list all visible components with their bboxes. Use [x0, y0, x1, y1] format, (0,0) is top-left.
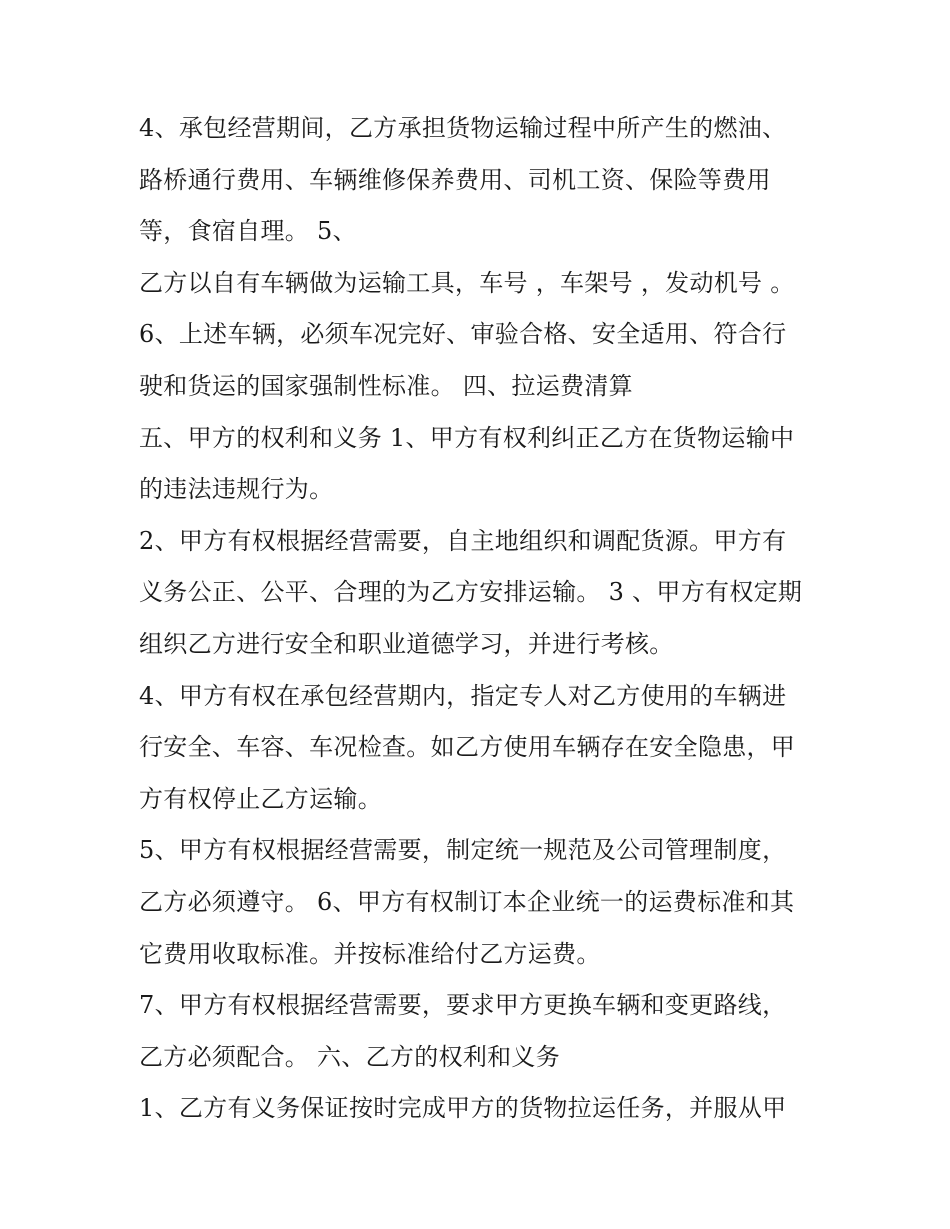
text-line: 等，食宿自理。 5、	[139, 217, 357, 246]
text-line: 4、承包经营期间，乙方承担货物运输过程中所产生的燃油、	[139, 114, 787, 142]
text-line: 驶和货运的国家强制性标准。 四、拉运费清算	[139, 371, 633, 400]
text-line: 路桥通行费用、车辆维修保养费用、司机工资、保险等费用	[139, 165, 771, 194]
text-line: 义务公正、公平、合理的为乙方安排运输。 3 、甲方有权定期	[139, 578, 803, 607]
text-line: 乙方必须遵守。 6、甲方有权制订本企业统一的运费标准和其	[139, 887, 795, 916]
text-line: 1、乙方有义务保证按时完成甲方的货物拉运任务，并服从甲	[139, 1094, 787, 1123]
text-line: 五、甲方的权利和义务 1、甲方有权利纠正乙方在货物运输中	[139, 423, 795, 452]
text-line: 2、甲方有权根据经营需要，自主地组织和调配货源。甲方有	[139, 526, 787, 555]
text-line: 6、上述车辆，必须车况完好、审验合格、安全适用、符合行	[139, 320, 787, 349]
text-line: 乙方必须配合。 六、乙方的权利和义务	[139, 1042, 561, 1071]
text-line: 7、甲方有权根据经营需要，要求甲方更换车辆和变更路线，	[139, 991, 787, 1020]
text-line: 它费用收取标准。并按标准给付乙方运费。	[139, 939, 601, 968]
text-line: 组织乙方进行安全和职业道德学习，并进行考核。	[139, 629, 674, 658]
text-line: 4、甲方有权在承包经营期内，指定专人对乙方使用的车辆进	[139, 681, 787, 710]
text-line: 方有权停止乙方运输。	[139, 784, 382, 813]
document-body	[139, 103, 819, 1135]
text-line: 行安全、车容、车况检查。如乙方使用车辆存在安全隐患，甲	[139, 733, 796, 762]
text-line: 5、甲方有权根据经营需要，制定统一规范及公司管理制度，	[139, 836, 787, 865]
text-line: 的违法违规行为。	[139, 475, 334, 504]
text-line: 乙方以自有车辆做为运输工具，车号 ，车架号 ，发动机号 。	[139, 268, 795, 297]
